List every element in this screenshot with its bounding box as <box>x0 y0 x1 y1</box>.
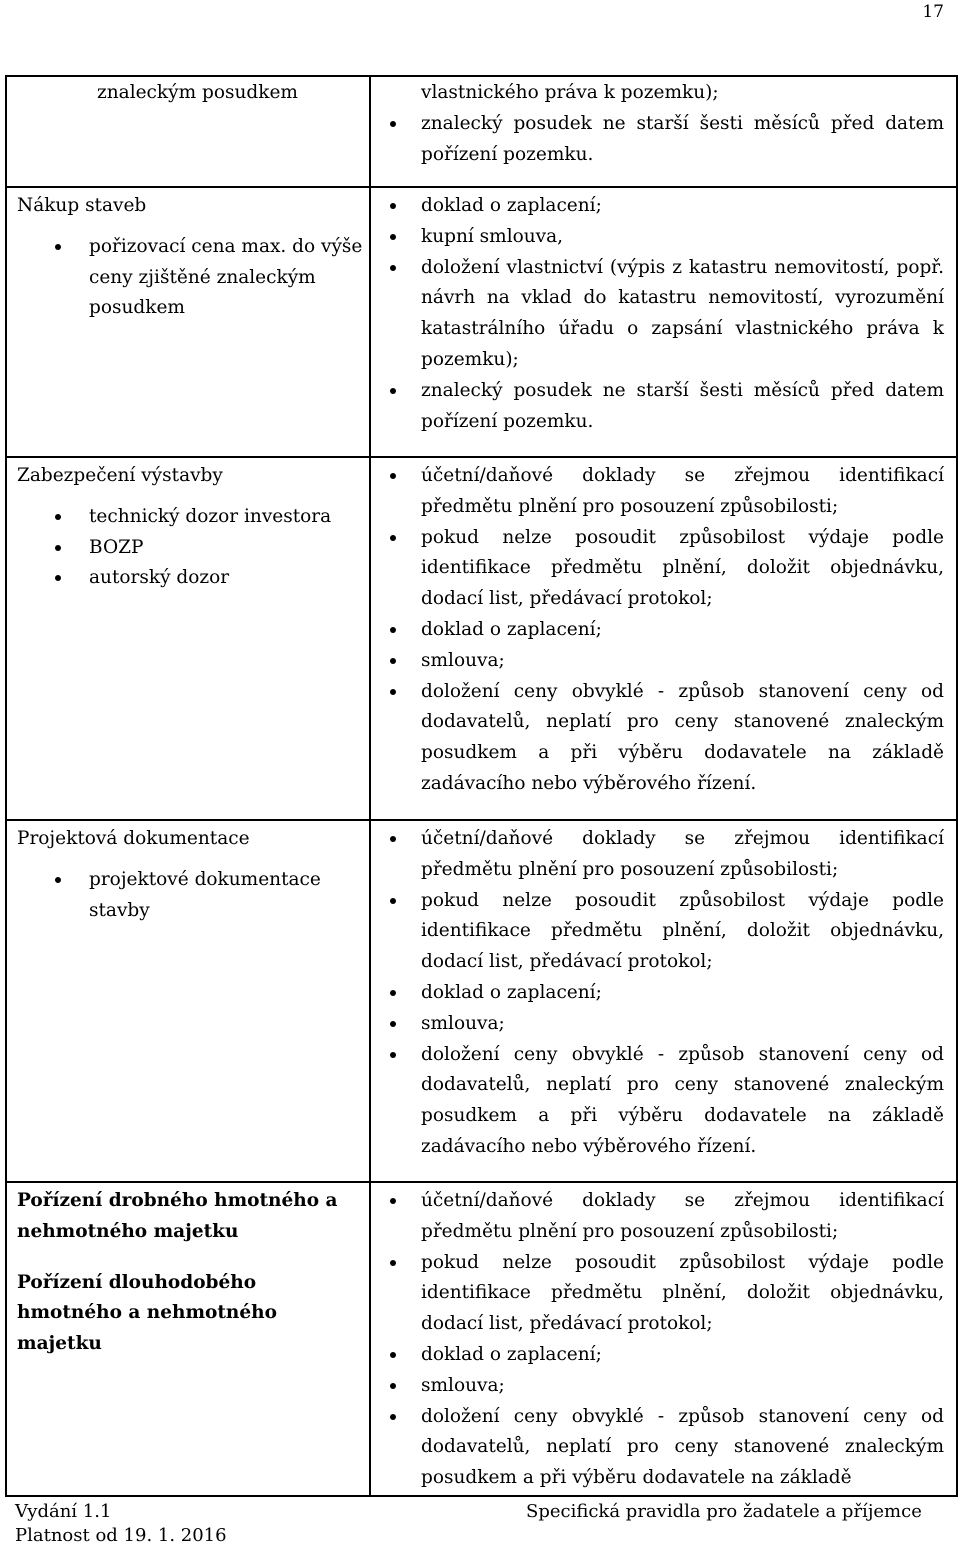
list-item: BOZP <box>17 533 363 564</box>
list-item: pokud nelze posoudit způsobilost výdaje podle identifikace předmětu plnění, doložit objednávku, dodací list, předávací protokol; <box>387 886 944 978</box>
row-1-right-continuation: vlastnického práva k pozemku); <box>421 82 719 103</box>
list-item: doložení ceny obvyklé - způsob stanovení ceny od dodavatelů, neplatí pro ceny stanovené znaleckým posudkem a při výběru dodavatele na základě zadávacího nebo výběrového řízení. <box>387 1040 944 1163</box>
list-item: doložení ceny obvyklé - způsob stanovení ceny od dodavatelů, neplatí pro ceny stanovené znaleckým posudkem a při výběru dodavatele na základě zadávacího nebo výběrového řízení. <box>387 677 944 800</box>
row-1-left <box>5 77 371 188</box>
list-item: pokud nelze posoudit způsobilost výdaje podle identifikace předmětu plnění, doložit objednávku, dodací list, předávací protokol; <box>387 523 944 615</box>
row-1-right <box>371 77 958 188</box>
row-5-right <box>371 1183 958 1495</box>
list-item: znalecký posudek ne starší šesti měsíců před datem pořízení pozemku. <box>387 376 944 438</box>
list-item: projektové dokumentace stavby <box>17 865 363 927</box>
row-4-left-list <box>17 865 363 927</box>
row-2-right <box>371 188 958 458</box>
row-5-left <box>5 1183 371 1495</box>
row-5-left-subtitle: Pořízení dlouhodobého hmotného a nehmotného majetku <box>17 1271 277 1355</box>
row-3-left <box>5 458 371 821</box>
footer-validity: Platnost od 19. 1. 2016 <box>15 1525 227 1546</box>
list-item: autorský dozor <box>17 563 363 594</box>
row-3-right <box>371 458 958 821</box>
requirements-table <box>5 75 958 1497</box>
row-1-left-title: znaleckým posudkem <box>97 82 298 103</box>
row-2-right-list <box>387 191 944 437</box>
footer-title: Specifická pravidla pro žadatele a příjemce <box>526 1501 922 1522</box>
list-item: smlouva; <box>387 1371 944 1402</box>
list-item: účetní/daňové doklady se zřejmou identifikací předmětu plnění pro posouzení způsobilosti; <box>387 1186 944 1248</box>
list-item: smlouva; <box>387 1009 944 1040</box>
page-number: 17 <box>922 2 944 22</box>
list-item: účetní/daňové doklady se zřejmou identifikací předmětu plnění pro posouzení způsobilosti; <box>387 824 944 886</box>
row-4-left <box>5 821 371 1183</box>
list-item: znalecký posudek ne starší šesti měsíců před datem pořízení pozemku. <box>387 109 944 171</box>
row-4-right <box>371 821 958 1183</box>
list-item: doklad o zaplacení; <box>387 191 944 222</box>
row-2-left-list <box>17 232 363 324</box>
row-5-left-title: Pořízení drobného hmotného a nehmotného majetku <box>17 1190 338 1242</box>
list-item: kupní smlouva, <box>387 222 944 253</box>
list-item: smlouva; <box>387 646 944 677</box>
row-2-left <box>5 188 371 458</box>
row-2-left-title: Nákup staveb <box>17 195 147 216</box>
footer-left <box>15 1500 227 1548</box>
row-5-right-list <box>387 1186 944 1494</box>
row-4-right-list <box>387 824 944 1163</box>
list-item: doklad o zaplacení; <box>387 615 944 646</box>
list-item: technický dozor investora <box>17 502 363 533</box>
list-item: doložení vlastnictví (výpis z katastru nemovitostí, popř. návrh na vklad do katastru nemovitostí, vyrozumění katastrálního úřadu o zapsání vlastnického práva k pozemku); <box>387 253 944 376</box>
list-item: doklad o zaplacení; <box>387 978 944 1009</box>
row-3-left-list <box>17 502 363 594</box>
list-item: pokud nelze posoudit způsobilost výdaje podle identifikace předmětu plnění, doložit objednávku, dodací list, předávací protokol; <box>387 1248 944 1340</box>
list-item: pořizovací cena max. do výše ceny zjištěné znaleckým posudkem <box>17 232 363 324</box>
row-1-right-list <box>387 109 944 171</box>
row-3-left-title: Zabezpečení výstavby <box>17 465 223 486</box>
list-item: doložení ceny obvyklé - způsob stanovení ceny od dodavatelů, neplatí pro ceny stanovené znaleckým posudkem a při výběru dodavatele na základě <box>387 1402 944 1494</box>
row-4-left-title: Projektová dokumentace <box>17 828 250 849</box>
row-3-right-list <box>387 461 944 800</box>
list-item: účetní/daňové doklady se zřejmou identifikací předmětu plnění pro posouzení způsobilosti; <box>387 461 944 523</box>
footer-edition: Vydání 1.1 <box>15 1501 112 1522</box>
list-item: doklad o zaplacení; <box>387 1340 944 1371</box>
